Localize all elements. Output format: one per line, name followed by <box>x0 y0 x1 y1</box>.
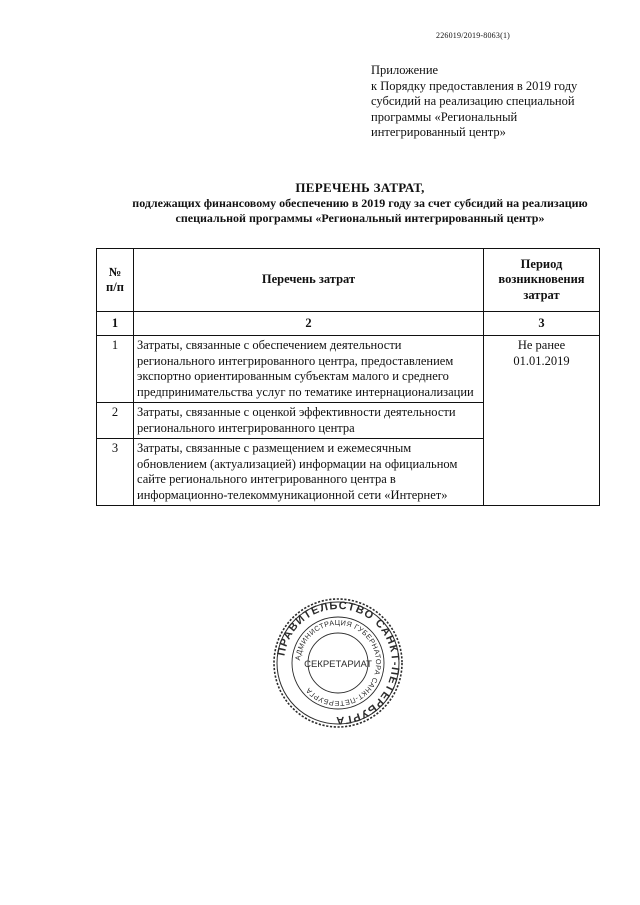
table-row <box>97 336 600 403</box>
header-period-line: возникновения <box>498 272 585 287</box>
seal-outer-text: ПРАВИТЕЛЬСТВО САНКТ-ПЕТЕРБУРГА <box>275 599 402 727</box>
header-period-line: Период <box>520 256 563 271</box>
appendix-line: Приложение <box>371 63 439 77</box>
column-number: 3 <box>484 312 600 336</box>
header-period-line: затрат <box>523 287 560 302</box>
document-title <box>60 180 640 226</box>
table-header-row <box>97 249 600 312</box>
row-cost-text: Затраты, связанные с обеспечением деятельности регионального интегрированного центра, предоставлением экспортно ориентированным субъектам малого и среднего предпринимательства услуг по тематике интернационализации <box>134 336 484 403</box>
official-seal <box>272 597 404 729</box>
column-number: 1 <box>97 312 134 336</box>
row-cost-text: Затраты, связанные с размещением и ежемесячным обновлением (актуализацией) информации на официальном сайте регионального интегрированного центра в информационно-телекоммуникационной сети «Интернет» <box>134 439 484 506</box>
header-number-line: п/п <box>106 280 124 294</box>
row-number: 2 <box>97 403 134 439</box>
seal-graphic <box>272 597 404 729</box>
seal-center-text: СЕКРЕТАРИАТ <box>304 659 372 670</box>
column-number: 2 <box>134 312 484 336</box>
period-value <box>484 336 600 506</box>
header-period <box>484 249 600 312</box>
appendix-line: субсидий на реализацию специальной <box>371 94 575 108</box>
title-subtitle-line-2: специальной программы «Региональный интегрированный центр» <box>175 211 545 225</box>
appendix-line: программы «Региональный <box>371 109 518 124</box>
costs-table <box>96 248 600 506</box>
title-main: ПЕРЕЧЕНЬ ЗАТРАТ, <box>295 180 425 195</box>
appendix-note <box>371 63 621 141</box>
period-value-line: Не ранее <box>517 338 566 352</box>
header-number-line: № <box>108 264 122 279</box>
document-registration-number: 226019/2019-8063(1) <box>436 31 511 40</box>
header-costs: Перечень затрат <box>134 249 484 312</box>
appendix-line: интегрированный центр» <box>371 125 506 139</box>
title-subtitle-line-1: подлежащих финансовому обеспечению в 2019 году за счет субсидий на реализацию <box>132 196 588 210</box>
header-number <box>97 249 134 312</box>
appendix-line: к Порядку предоставления в 2019 году <box>371 78 578 93</box>
seal-inner-text: АДМИНИСТРАЦИЯ ГУБЕРНАТОРА САНКТ-ПЕТЕРБУРГА <box>293 617 384 709</box>
period-value-line: 01.01.2019 <box>513 353 570 368</box>
row-number: 1 <box>97 336 134 403</box>
row-cost-text: Затраты, связанные с оценкой эффективности деятельности регионального интегрированного центра <box>134 403 484 439</box>
row-number: 3 <box>97 439 134 506</box>
column-number-row <box>97 312 600 336</box>
